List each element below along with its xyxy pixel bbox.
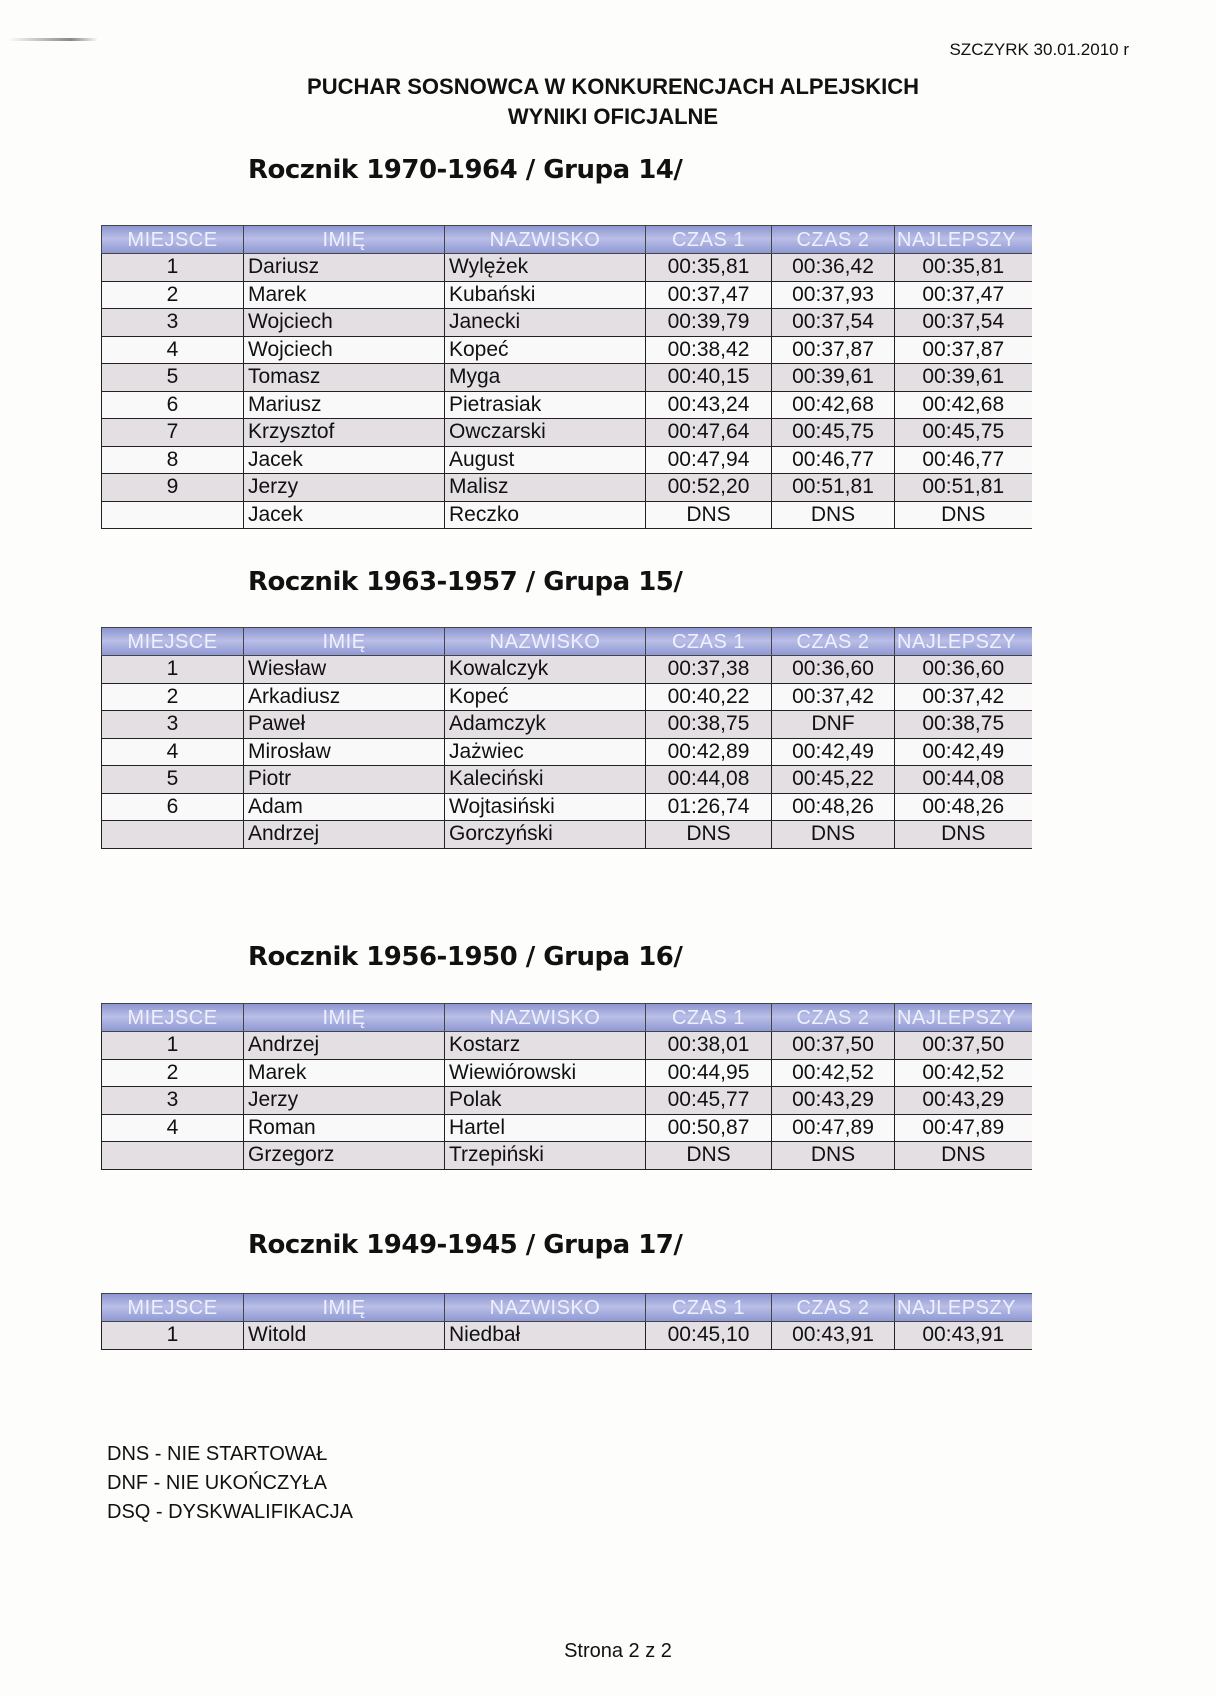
- last-name-cell: August: [445, 446, 646, 474]
- column-header: NAZWISKO: [445, 1294, 646, 1322]
- best-time-cell: 00:51,81: [895, 474, 1032, 502]
- first-name-cell: Tomasz: [244, 364, 445, 392]
- place-cell: 1: [102, 1322, 244, 1350]
- time1-cell: 00:50,87: [646, 1114, 772, 1142]
- place-cell: 2: [102, 683, 244, 711]
- column-header: IMIĘ: [244, 628, 445, 656]
- column-header: NAJLEPSZY: [895, 1004, 1032, 1032]
- column-header: MIEJSCE: [102, 226, 244, 254]
- best-time-cell: 00:38,75: [895, 711, 1032, 739]
- group-title: Rocznik 1963-1957 / Grupa 15/: [248, 567, 683, 597]
- table-header-row: [102, 226, 1032, 254]
- column-header: MIEJSCE: [102, 1004, 244, 1032]
- time2-cell: DNS: [772, 501, 895, 529]
- time2-cell: DNF: [772, 711, 895, 739]
- time1-cell: 00:52,20: [646, 474, 772, 502]
- place-cell: 3: [102, 309, 244, 337]
- first-name-cell: Mirosław: [244, 738, 445, 766]
- table-row: [102, 364, 1032, 392]
- place-cell: [102, 821, 244, 849]
- table-row: [102, 1114, 1032, 1142]
- time1-cell: DNS: [646, 501, 772, 529]
- last-name-cell: Wiewiórowski: [445, 1059, 646, 1087]
- legend-item: DNF - NIE UKOŃCZYŁA: [107, 1472, 328, 1494]
- group-title: Rocznik 1949-1945 / Grupa 17/: [248, 1230, 683, 1260]
- first-name-cell: Marek: [244, 281, 445, 309]
- best-time-cell: DNS: [895, 501, 1032, 529]
- place-cell: [102, 1142, 244, 1170]
- place-cell: 3: [102, 711, 244, 739]
- place-cell: 1: [102, 656, 244, 684]
- first-name-cell: Adam: [244, 793, 445, 821]
- legend-item: DNS - NIE STARTOWAŁ: [107, 1443, 328, 1465]
- table-row: [102, 1059, 1032, 1087]
- place-cell: 9: [102, 474, 244, 502]
- time1-cell: 00:40,22: [646, 683, 772, 711]
- time1-cell: 00:35,81: [646, 254, 772, 282]
- column-header: NAZWISKO: [445, 1004, 646, 1032]
- place-cell: 4: [102, 1114, 244, 1142]
- last-name-cell: Jażwiec: [445, 738, 646, 766]
- time1-cell: DNS: [646, 821, 772, 849]
- table-row: [102, 738, 1032, 766]
- time1-cell: 00:39,79: [646, 309, 772, 337]
- column-header: CZAS 2: [772, 1294, 895, 1322]
- last-name-cell: Janecki: [445, 309, 646, 337]
- best-time-cell: 00:48,26: [895, 793, 1032, 821]
- first-name-cell: Dariusz: [244, 254, 445, 282]
- time1-cell: 00:45,10: [646, 1322, 772, 1350]
- column-header: NAJLEPSZY: [895, 1294, 1032, 1322]
- time1-cell: 00:45,77: [646, 1087, 772, 1115]
- time1-cell: 00:47,64: [646, 419, 772, 447]
- time1-cell: 00:44,95: [646, 1059, 772, 1087]
- last-name-cell: Wylężek: [445, 254, 646, 282]
- best-time-cell: 00:39,61: [895, 364, 1032, 392]
- last-name-cell: Wojtasiński: [445, 793, 646, 821]
- last-name-cell: Kowalczyk: [445, 656, 646, 684]
- place-cell: 7: [102, 419, 244, 447]
- best-time-cell: 00:36,60: [895, 656, 1032, 684]
- first-name-cell: Marek: [244, 1059, 445, 1087]
- column-header: CZAS 2: [772, 1004, 895, 1032]
- time1-cell: 00:38,42: [646, 336, 772, 364]
- time1-cell: DNS: [646, 1142, 772, 1170]
- table-row: [102, 656, 1032, 684]
- time2-cell: 00:36,60: [772, 656, 895, 684]
- first-name-cell: Jerzy: [244, 474, 445, 502]
- first-name-cell: Wojciech: [244, 309, 445, 337]
- time1-cell: 01:26,74: [646, 793, 772, 821]
- time1-cell: 00:37,38: [646, 656, 772, 684]
- place-cell: [102, 501, 244, 529]
- time2-cell: 00:42,68: [772, 391, 895, 419]
- table-row: [102, 683, 1032, 711]
- time1-cell: 00:38,75: [646, 711, 772, 739]
- table-row: [102, 336, 1032, 364]
- first-name-cell: Jerzy: [244, 1087, 445, 1115]
- best-time-cell: DNS: [895, 1142, 1032, 1170]
- title-line-2: WYNIKI OFICJALNE: [507, 104, 719, 129]
- column-header: CZAS 2: [772, 226, 895, 254]
- time2-cell: 00:37,42: [772, 683, 895, 711]
- table-row: [102, 766, 1032, 794]
- first-name-cell: Roman: [244, 1114, 445, 1142]
- column-header: NAZWISKO: [445, 226, 646, 254]
- best-time-cell: 00:43,91: [895, 1322, 1032, 1350]
- place-cell: 2: [102, 281, 244, 309]
- place-cell: 3: [102, 1087, 244, 1115]
- best-time-cell: 00:47,89: [895, 1114, 1032, 1142]
- column-header: IMIĘ: [244, 1294, 445, 1322]
- first-name-cell: Wiesław: [244, 656, 445, 684]
- best-time-cell: 00:42,68: [895, 391, 1032, 419]
- place-cell: 6: [102, 793, 244, 821]
- first-name-cell: Arkadiusz: [244, 683, 445, 711]
- first-name-cell: Paweł: [244, 711, 445, 739]
- page-number: Strona 2 z 2: [564, 1640, 672, 1662]
- best-time-cell: 00:42,49: [895, 738, 1032, 766]
- best-time-cell: 00:44,08: [895, 766, 1032, 794]
- table-header-row: [102, 1294, 1032, 1322]
- first-name-cell: Grzegorz: [244, 1142, 445, 1170]
- table-row: [102, 1142, 1032, 1170]
- last-name-cell: Adamczyk: [445, 711, 646, 739]
- time1-cell: 00:38,01: [646, 1032, 772, 1060]
- place-cell: 4: [102, 336, 244, 364]
- first-name-cell: Jacek: [244, 501, 445, 529]
- time2-cell: 00:37,93: [772, 281, 895, 309]
- time2-cell: DNS: [772, 1142, 895, 1170]
- time1-cell: 00:37,47: [646, 281, 772, 309]
- table-header-row: [102, 1004, 1032, 1032]
- best-time-cell: 00:37,87: [895, 336, 1032, 364]
- group-title: Rocznik 1970-1964 / Grupa 14/: [248, 155, 683, 185]
- time2-cell: 00:42,52: [772, 1059, 895, 1087]
- last-name-cell: Pietrasiak: [445, 391, 646, 419]
- table-row: [102, 1087, 1032, 1115]
- time2-cell: 00:45,75: [772, 419, 895, 447]
- table-row: [102, 419, 1032, 447]
- place-cell: 4: [102, 738, 244, 766]
- results-table: [101, 1293, 1032, 1350]
- results-table: [101, 1003, 1032, 1170]
- column-header: NAJLEPSZY: [895, 628, 1032, 656]
- best-time-cell: DNS: [895, 821, 1032, 849]
- column-header: IMIĘ: [244, 1004, 445, 1032]
- column-header: CZAS 1: [646, 1294, 772, 1322]
- time1-cell: 00:42,89: [646, 738, 772, 766]
- column-header: MIEJSCE: [102, 1294, 244, 1322]
- time2-cell: 00:37,54: [772, 309, 895, 337]
- table-row: [102, 793, 1032, 821]
- last-name-cell: Niedbał: [445, 1322, 646, 1350]
- last-name-cell: Trzepiński: [445, 1142, 646, 1170]
- place-cell: 8: [102, 446, 244, 474]
- table-row: [102, 391, 1032, 419]
- last-name-cell: Kaleciński: [445, 766, 646, 794]
- table-row: [102, 1322, 1032, 1350]
- best-time-cell: 00:42,52: [895, 1059, 1032, 1087]
- time2-cell: 00:37,87: [772, 336, 895, 364]
- column-header: MIEJSCE: [102, 628, 244, 656]
- place-cell: 5: [102, 766, 244, 794]
- best-time-cell: 00:37,42: [895, 683, 1032, 711]
- first-name-cell: Piotr: [244, 766, 445, 794]
- best-time-cell: 00:35,81: [895, 254, 1032, 282]
- table-row: [102, 501, 1032, 529]
- last-name-cell: Polak: [445, 1087, 646, 1115]
- time1-cell: 00:43,24: [646, 391, 772, 419]
- column-header: IMIĘ: [244, 226, 445, 254]
- last-name-cell: Kostarz: [445, 1032, 646, 1060]
- first-name-cell: Jacek: [244, 446, 445, 474]
- table-row: [102, 446, 1032, 474]
- table-row: [102, 474, 1032, 502]
- time1-cell: 00:44,08: [646, 766, 772, 794]
- best-time-cell: 00:37,50: [895, 1032, 1032, 1060]
- column-header: CZAS 1: [646, 628, 772, 656]
- place-cell: 2: [102, 1059, 244, 1087]
- first-name-cell: Andrzej: [244, 1032, 445, 1060]
- last-name-cell: Kopeć: [445, 683, 646, 711]
- last-name-cell: Myga: [445, 364, 646, 392]
- last-name-cell: Kubański: [445, 281, 646, 309]
- time2-cell: 00:39,61: [772, 364, 895, 392]
- table-row: [102, 281, 1032, 309]
- table-row: [102, 254, 1032, 282]
- column-header: CZAS 2: [772, 628, 895, 656]
- first-name-cell: Witold: [244, 1322, 445, 1350]
- table-header-row: [102, 628, 1032, 656]
- table-row: [102, 1032, 1032, 1060]
- first-name-cell: Krzysztof: [244, 419, 445, 447]
- place-cell: 1: [102, 254, 244, 282]
- place-cell: 1: [102, 1032, 244, 1060]
- time2-cell: 00:43,91: [772, 1322, 895, 1350]
- best-time-cell: 00:46,77: [895, 446, 1032, 474]
- time2-cell: 00:46,77: [772, 446, 895, 474]
- column-header: CZAS 1: [646, 1004, 772, 1032]
- best-time-cell: 00:45,75: [895, 419, 1032, 447]
- time2-cell: 00:45,22: [772, 766, 895, 794]
- column-header: NAZWISKO: [445, 628, 646, 656]
- column-header: CZAS 1: [646, 226, 772, 254]
- last-name-cell: Kopeć: [445, 336, 646, 364]
- first-name-cell: Andrzej: [244, 821, 445, 849]
- last-name-cell: Hartel: [445, 1114, 646, 1142]
- place-cell: 6: [102, 391, 244, 419]
- table-row: [102, 309, 1032, 337]
- time2-cell: 00:47,89: [772, 1114, 895, 1142]
- scan-artifact: [8, 38, 98, 41]
- table-row: [102, 711, 1032, 739]
- page-title: [0, 72, 1216, 132]
- column-header: NAJLEPSZY: [895, 226, 1032, 254]
- legend: [107, 1440, 353, 1527]
- best-time-cell: 00:43,29: [895, 1087, 1032, 1115]
- time2-cell: DNS: [772, 821, 895, 849]
- group-title: Rocznik 1956-1950 / Grupa 16/: [248, 942, 683, 972]
- title-line-1: PUCHAR SOSNOWCA W KONKURENCJACH ALPEJSKICH: [307, 74, 919, 99]
- time2-cell: 00:42,49: [772, 738, 895, 766]
- table-row: [102, 821, 1032, 849]
- time2-cell: 00:36,42: [772, 254, 895, 282]
- last-name-cell: Malisz: [445, 474, 646, 502]
- best-time-cell: 00:37,54: [895, 309, 1032, 337]
- place-cell: 5: [102, 364, 244, 392]
- time2-cell: 00:51,81: [772, 474, 895, 502]
- time2-cell: 00:43,29: [772, 1087, 895, 1115]
- last-name-cell: Gorczyński: [445, 821, 646, 849]
- first-name-cell: Wojciech: [244, 336, 445, 364]
- time2-cell: 00:37,50: [772, 1032, 895, 1060]
- time1-cell: 00:40,15: [646, 364, 772, 392]
- last-name-cell: Owczarski: [445, 419, 646, 447]
- time2-cell: 00:48,26: [772, 793, 895, 821]
- time1-cell: 00:47,94: [646, 446, 772, 474]
- event-date: SZCZYRK 30.01.2010 r: [949, 40, 1129, 59]
- results-table: [101, 225, 1032, 529]
- best-time-cell: 00:37,47: [895, 281, 1032, 309]
- legend-item: DSQ - DYSKWALIFIKACJA: [107, 1501, 353, 1523]
- last-name-cell: Reczko: [445, 501, 646, 529]
- first-name-cell: Mariusz: [244, 391, 445, 419]
- results-table: [101, 627, 1032, 849]
